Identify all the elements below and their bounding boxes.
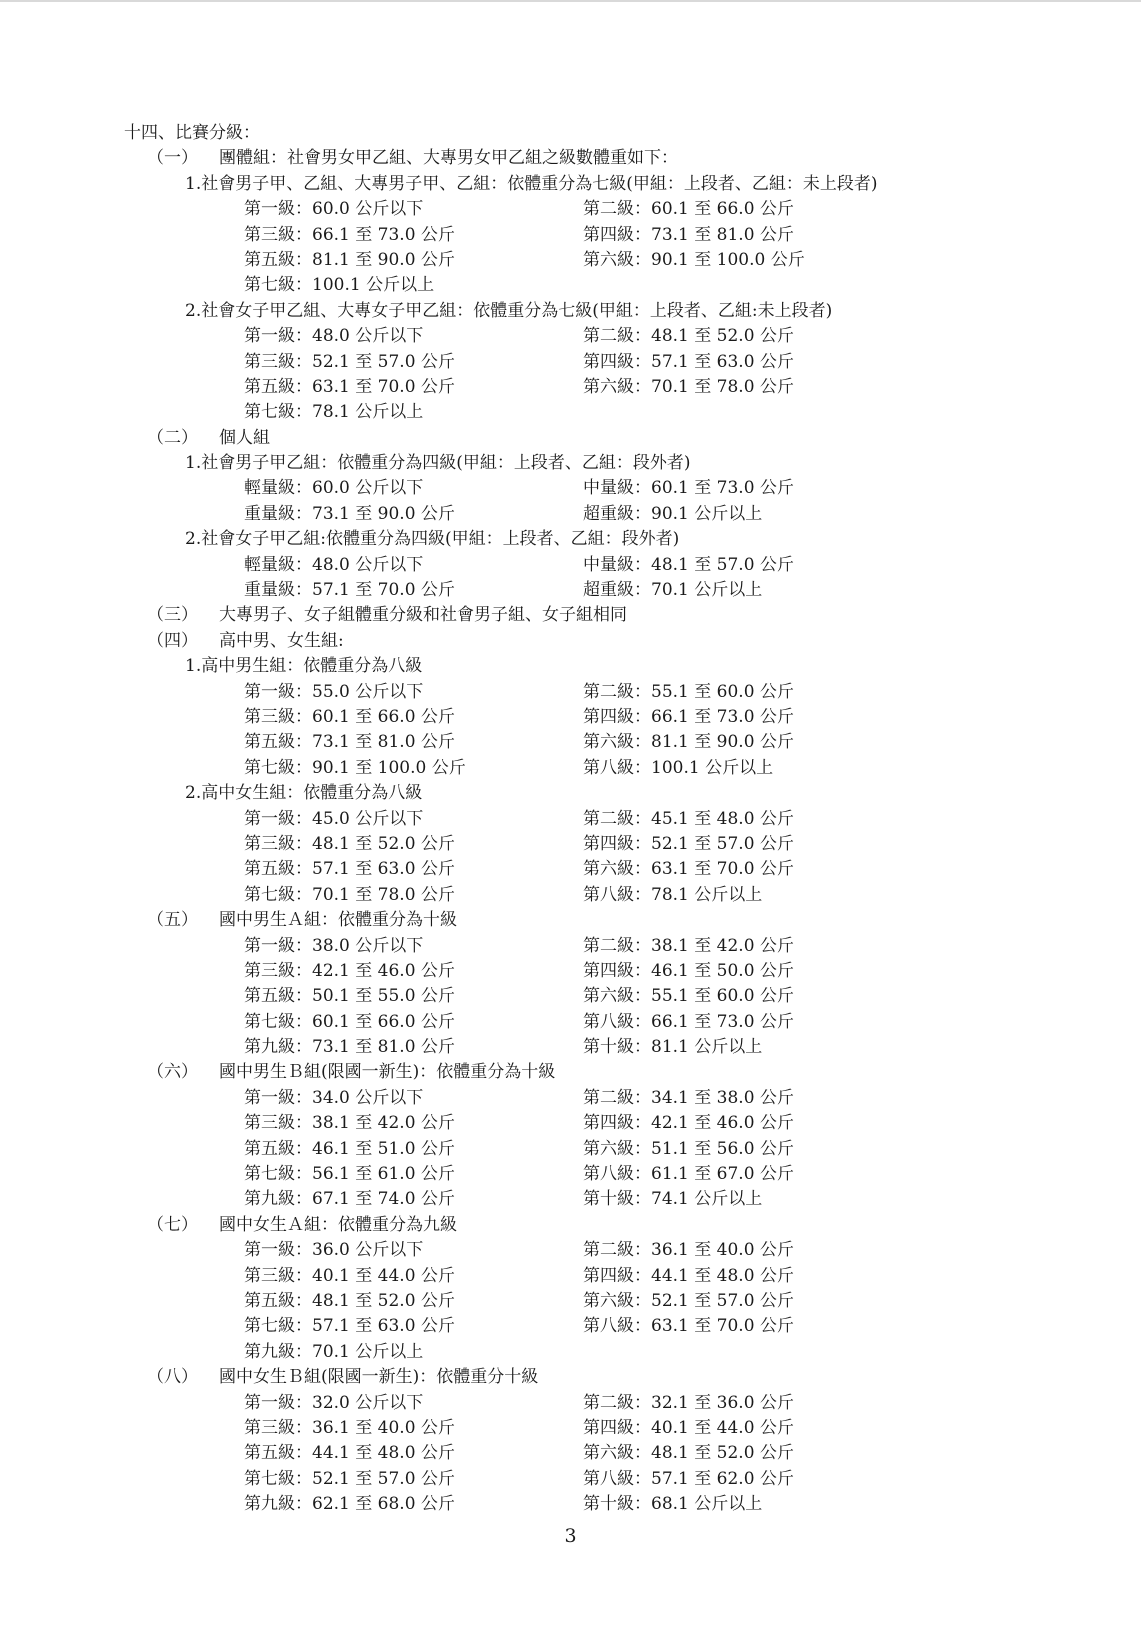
weight-class-row <box>0 1162 1141 1187</box>
weight-class-row <box>0 680 1141 705</box>
weight-class-row <box>0 1264 1141 1289</box>
document-body <box>0 121 1141 1517</box>
weight-class-row <box>0 959 1141 984</box>
group-title: 1.高中男生組：依體重分為八級 <box>185 656 423 677</box>
weight-class: 第十級：74.1 公斤以上 <box>583 1189 763 1210</box>
weight-class: 第三級：40.1 至 44.0 公斤 <box>244 1265 455 1286</box>
weight-class: 第一級：55.0 公斤以下 <box>244 681 424 702</box>
weight-class-row <box>0 1187 1141 1212</box>
weight-class: 第十級：68.1 公斤以上 <box>583 1494 763 1515</box>
weight-class: 第七級：52.1 至 57.0 公斤 <box>244 1468 455 1489</box>
weight-class: 第六級：70.1 至 78.0 公斤 <box>583 376 794 397</box>
subsection-number: （六） <box>147 1062 198 1083</box>
weight-class-row <box>0 832 1141 857</box>
weight-class-row <box>0 578 1141 603</box>
weight-class-row <box>0 730 1141 755</box>
subsection-number: （五） <box>147 910 198 931</box>
weight-class: 第七級：70.1 至 78.0 公斤 <box>244 884 455 905</box>
subsection-title <box>0 146 1141 171</box>
weight-class-row <box>0 1492 1141 1517</box>
weight-class: 第一級：45.0 公斤以下 <box>244 808 424 829</box>
weight-class: 第九級：62.1 至 68.0 公斤 <box>244 1494 455 1515</box>
weight-class: 第五級：73.1 至 81.0 公斤 <box>244 732 455 753</box>
weight-class-row <box>0 934 1141 959</box>
weight-class-row <box>0 1467 1141 1492</box>
weight-class: 第六級：63.1 至 70.0 公斤 <box>583 859 794 880</box>
weight-class: 第六級：55.1 至 60.0 公斤 <box>583 986 794 1007</box>
subsection-text: 國中男生Ｂ組(限國一新生)：依體重分為十級 <box>219 1062 556 1083</box>
subsection-title <box>0 1060 1141 1085</box>
subsection-text: 國中女生Ｂ組(限國一新生)：依體重分十級 <box>219 1367 539 1388</box>
weight-class-row <box>0 375 1141 400</box>
weight-class-row <box>0 476 1141 501</box>
weight-class-row <box>0 857 1141 882</box>
weight-class-row <box>0 1314 1141 1339</box>
weight-class: 第一級：36.0 公斤以下 <box>244 1240 424 1261</box>
weight-class-row <box>0 223 1141 248</box>
weight-class-row <box>0 1086 1141 1111</box>
weight-class: 第六級：52.1 至 57.0 公斤 <box>583 1290 794 1311</box>
weight-class-row <box>0 197 1141 222</box>
weight-class: 第三級：42.1 至 46.0 公斤 <box>244 960 455 981</box>
weight-class: 第四級：57.1 至 63.0 公斤 <box>583 351 794 372</box>
weight-class: 第二級：36.1 至 40.0 公斤 <box>583 1240 794 1261</box>
weight-class: 第五級：46.1 至 51.0 公斤 <box>244 1138 455 1159</box>
weight-class: 第三級：66.1 至 73.0 公斤 <box>244 224 455 245</box>
weight-class-row <box>0 502 1141 527</box>
subsection-text: 國中男生Ａ組：依體重分為十級 <box>219 910 457 931</box>
weight-class-row <box>0 553 1141 578</box>
weight-class: 第九級：70.1 公斤以上 <box>244 1341 424 1362</box>
weight-class-row <box>0 1441 1141 1466</box>
subsection-text: 團體組：社會男女甲乙組、大專男女甲乙組之級數體重如下： <box>219 148 678 169</box>
weight-class: 第一級：60.0 公斤以下 <box>244 199 424 220</box>
weight-class: 第三級：38.1 至 42.0 公斤 <box>244 1113 455 1134</box>
subsection-number: （四） <box>147 630 198 651</box>
subsection-text: 高中男、女生組: <box>219 630 344 651</box>
top-border <box>0 0 1141 2</box>
subsection-title <box>0 603 1141 628</box>
weight-class: 第一級：48.0 公斤以下 <box>244 326 424 347</box>
weight-class-row <box>0 1010 1141 1035</box>
weight-class: 第七級：78.1 公斤以上 <box>244 402 424 423</box>
subsection-number: （七） <box>147 1214 198 1235</box>
group-title: 2.高中女生組：依體重分為八級 <box>185 783 423 804</box>
weight-class: 第四級：52.1 至 57.0 公斤 <box>583 833 794 854</box>
weight-class: 第六級：90.1 至 100.0 公斤 <box>583 249 805 270</box>
weight-class: 第九級：73.1 至 81.0 公斤 <box>244 1037 455 1058</box>
weight-class: 第四級：66.1 至 73.0 公斤 <box>583 706 794 727</box>
weight-class: 中量級：48.1 至 57.0 公斤 <box>583 554 794 575</box>
weight-class: 第四級：40.1 至 44.0 公斤 <box>583 1417 794 1438</box>
subsection-number: （八） <box>147 1367 198 1388</box>
weight-class: 第九級：67.1 至 74.0 公斤 <box>244 1189 455 1210</box>
weight-class: 第五級：44.1 至 48.0 公斤 <box>244 1443 455 1464</box>
weight-class-row <box>0 807 1141 832</box>
section-heading: 十四、比賽分級： <box>124 123 260 143</box>
weight-class: 第三級：60.1 至 66.0 公斤 <box>244 706 455 727</box>
weight-class-row <box>0 273 1141 298</box>
group-title: 1.社會男子甲、乙組、大專男子甲、乙組：依體重分為七級(甲組：上段者、乙組：未上段者) <box>185 173 878 194</box>
page-number: 3 <box>564 1525 577 1547</box>
weight-class: 中量級：60.1 至 73.0 公斤 <box>583 478 794 499</box>
weight-class: 第七級：100.1 公斤以上 <box>244 275 435 296</box>
weight-class: 重量級：73.1 至 90.0 公斤 <box>244 503 455 524</box>
weight-class: 第五級：57.1 至 63.0 公斤 <box>244 859 455 880</box>
weight-class-row <box>0 350 1141 375</box>
weight-class-row <box>0 1416 1141 1441</box>
subsection-title <box>0 426 1141 451</box>
subsection-number: （二） <box>147 427 198 448</box>
weight-class: 第八級：100.1 公斤以上 <box>583 757 774 778</box>
subsection-text: 個人組 <box>219 427 270 448</box>
weight-class-row <box>0 1391 1141 1416</box>
weight-class: 第二級：38.1 至 42.0 公斤 <box>583 935 794 956</box>
weight-class: 第一級：38.0 公斤以下 <box>244 935 424 956</box>
weight-class: 第六級：51.1 至 56.0 公斤 <box>583 1138 794 1159</box>
subsection-title <box>0 1213 1141 1238</box>
weight-class-row <box>0 1137 1141 1162</box>
weight-class: 第二級：32.1 至 36.0 公斤 <box>583 1392 794 1413</box>
weight-class: 第四級：44.1 至 48.0 公斤 <box>583 1265 794 1286</box>
weight-class: 第七級：56.1 至 61.0 公斤 <box>244 1164 455 1185</box>
subsection-text: 國中女生Ａ組：依體重分為九級 <box>219 1214 457 1235</box>
weight-class: 第七級：57.1 至 63.0 公斤 <box>244 1316 455 1337</box>
weight-class: 第六級：81.1 至 90.0 公斤 <box>583 732 794 753</box>
subsection-title <box>0 908 1141 933</box>
weight-class: 第四級：42.1 至 46.0 公斤 <box>583 1113 794 1134</box>
subsection-title <box>0 629 1141 654</box>
weight-class: 第十級：81.1 公斤以上 <box>583 1037 763 1058</box>
weight-class: 第五級：81.1 至 90.0 公斤 <box>244 249 455 270</box>
weight-class-row <box>0 1035 1141 1060</box>
weight-class-row <box>0 756 1141 781</box>
group-title: 1.社會男子甲乙組：依體重分為四級(甲組：上段者、乙組：段外者) <box>185 453 691 474</box>
weight-class: 第八級：61.1 至 67.0 公斤 <box>583 1164 794 1185</box>
weight-class: 超重級：70.1 公斤以上 <box>583 580 763 601</box>
weight-class-row <box>0 984 1141 1009</box>
weight-class: 第五級：48.1 至 52.0 公斤 <box>244 1290 455 1311</box>
weight-class-row <box>0 1289 1141 1314</box>
weight-class: 第八級：66.1 至 73.0 公斤 <box>583 1011 794 1032</box>
weight-class: 第五級：63.1 至 70.0 公斤 <box>244 376 455 397</box>
weight-class: 第三級：48.1 至 52.0 公斤 <box>244 833 455 854</box>
weight-class: 第六級：48.1 至 52.0 公斤 <box>583 1443 794 1464</box>
weight-class: 第二級：48.1 至 52.0 公斤 <box>583 326 794 347</box>
weight-class: 第二級：55.1 至 60.0 公斤 <box>583 681 794 702</box>
weight-class-row <box>0 1340 1141 1365</box>
weight-class: 第四級：46.1 至 50.0 公斤 <box>583 960 794 981</box>
weight-class: 第二級：60.1 至 66.0 公斤 <box>583 199 794 220</box>
weight-class: 第八級：78.1 公斤以上 <box>583 884 763 905</box>
weight-class: 第三級：52.1 至 57.0 公斤 <box>244 351 455 372</box>
weight-class: 第八級：57.1 至 62.0 公斤 <box>583 1468 794 1489</box>
weight-class-row <box>0 883 1141 908</box>
weight-class-row <box>0 324 1141 349</box>
weight-class: 第八級：63.1 至 70.0 公斤 <box>583 1316 794 1337</box>
weight-class: 第二級：45.1 至 48.0 公斤 <box>583 808 794 829</box>
weight-class-row <box>0 248 1141 273</box>
weight-class: 輕量級：48.0 公斤以下 <box>244 554 424 575</box>
weight-class-row <box>0 1111 1141 1136</box>
weight-class: 第二級：34.1 至 38.0 公斤 <box>583 1087 794 1108</box>
weight-class: 第七級：60.1 至 66.0 公斤 <box>244 1011 455 1032</box>
weight-class: 第一級：34.0 公斤以下 <box>244 1087 424 1108</box>
weight-class: 第一級：32.0 公斤以下 <box>244 1392 424 1413</box>
weight-class: 超重級：90.1 公斤以上 <box>583 503 763 524</box>
weight-class: 重量級：57.1 至 70.0 公斤 <box>244 580 455 601</box>
weight-class: 第四級：73.1 至 81.0 公斤 <box>583 224 794 245</box>
subsection-title <box>0 1365 1141 1390</box>
subsection-text: 大專男子、女子組體重分級和社會男子組、女子組相同 <box>219 605 627 626</box>
weight-class: 第七級：90.1 至 100.0 公斤 <box>244 757 466 778</box>
group-title: 2.社會女子甲乙組:依體重分為四級(甲組：上段者、乙組：段外者) <box>185 529 680 550</box>
weight-class-row <box>0 705 1141 730</box>
weight-class-row <box>0 1238 1141 1263</box>
group-title: 2.社會女子甲乙組、大專女子甲乙組：依體重分為七級(甲組：上段者、乙組:未上段者) <box>185 300 833 321</box>
weight-class: 輕量級：60.0 公斤以下 <box>244 478 424 499</box>
subsection-number: （三） <box>147 605 198 626</box>
weight-class: 第三級：36.1 至 40.0 公斤 <box>244 1417 455 1438</box>
subsection-number: （一） <box>147 148 198 169</box>
weight-class: 第五級：50.1 至 55.0 公斤 <box>244 986 455 1007</box>
weight-class-row <box>0 400 1141 425</box>
